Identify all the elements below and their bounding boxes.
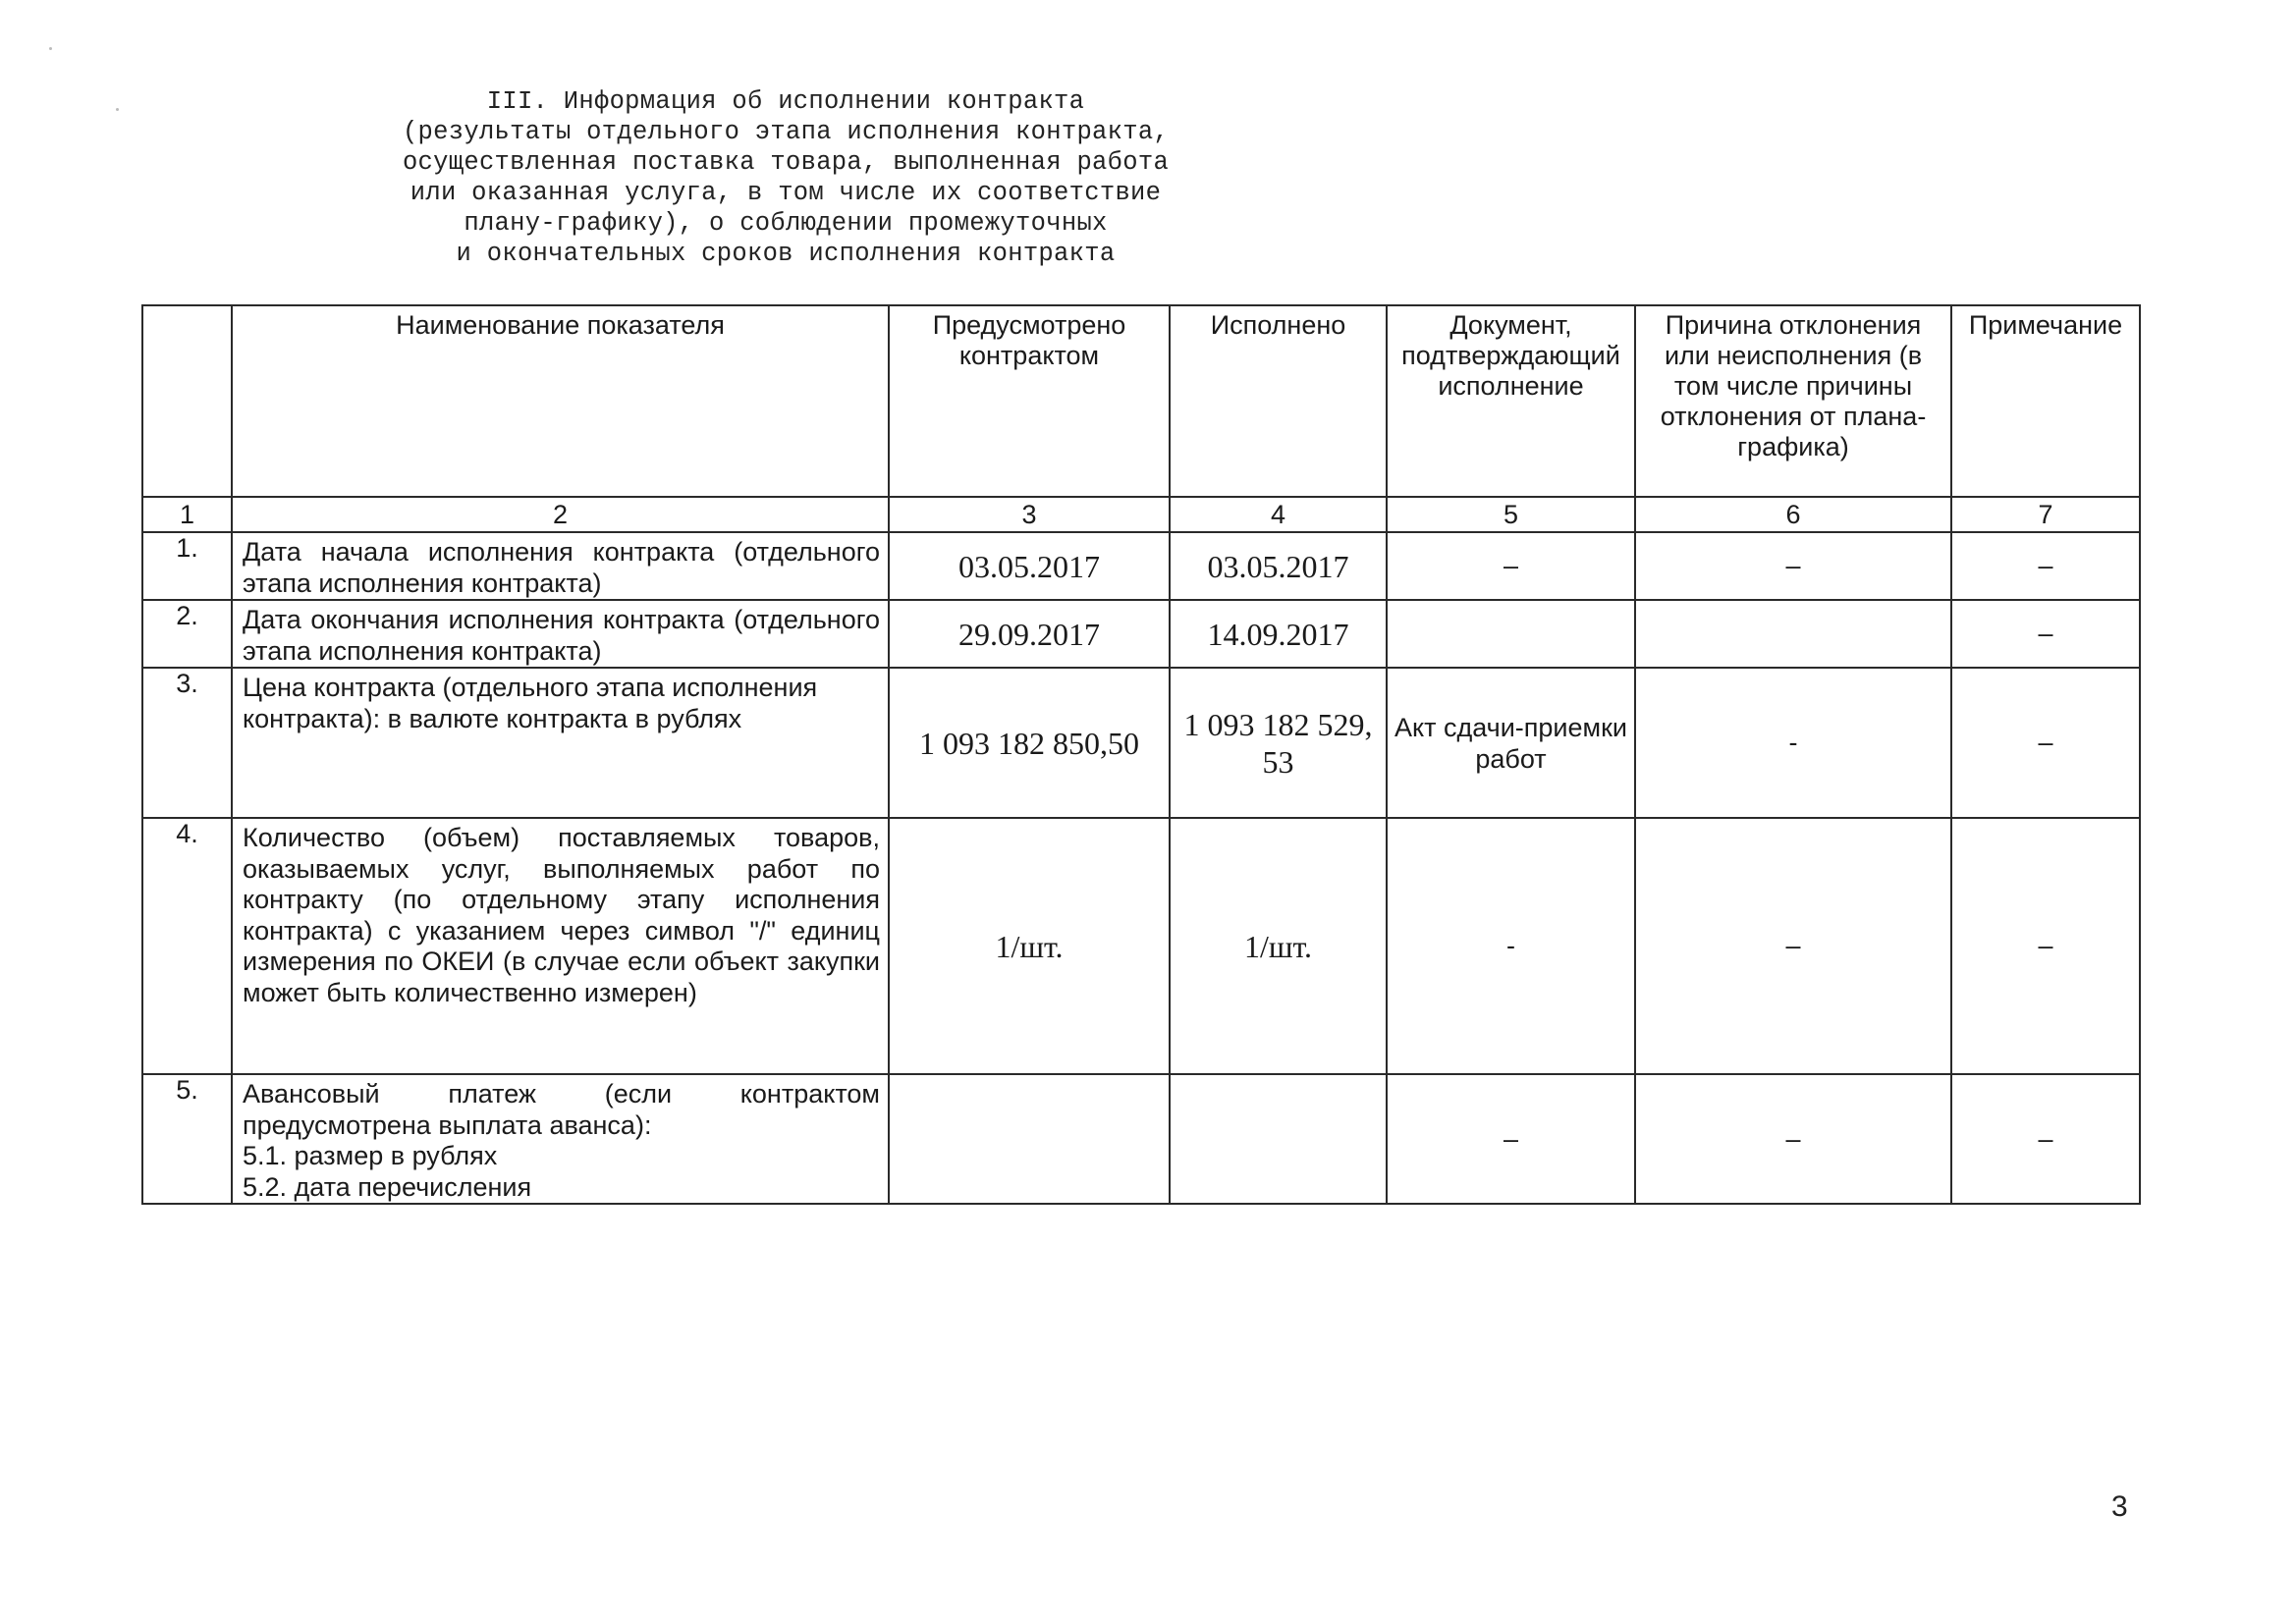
row-actual: 1 093 182 529, 53 [1170, 668, 1387, 818]
table-row [142, 1074, 2140, 1204]
heading-line: или оказанная услуга, в том числе их соответствие [410, 179, 1162, 207]
section-heading [295, 86, 1277, 269]
header-cell-document: Документ, подтверждающий исполнение [1387, 305, 1635, 497]
row-indicator [232, 532, 889, 600]
row-planned [889, 1074, 1170, 1204]
heading-line: осуществленная поставка товара, выполненная работа [402, 148, 1170, 177]
row-indicator [232, 1074, 889, 1204]
row-actual: 14.09.2017 [1170, 600, 1387, 668]
row-note: – [1951, 1074, 2140, 1204]
row-actual: 1/шт. [1170, 818, 1387, 1074]
row-number: 2. [142, 600, 232, 668]
column-number: 5 [1387, 497, 1635, 532]
heading-line: плану-графику), о соблюдении промежуточных [464, 209, 1108, 238]
row-reason: - [1635, 668, 1951, 818]
row-actual: 03.05.2017 [1170, 532, 1387, 600]
row-number: 3. [142, 668, 232, 818]
header-cell-number [142, 305, 232, 497]
table-row [142, 668, 2140, 818]
row-indicator [232, 600, 889, 668]
row-reason [1635, 600, 1951, 668]
row-reason: – [1635, 532, 1951, 600]
row-number: 1. [142, 532, 232, 600]
row-indicator-text: Цена контракта (отдельного этапа исполнения контракта): в валюте контракта в рублях [243, 673, 818, 733]
row-document [1387, 600, 1635, 668]
row-indicator-text: Количество (объем) поставляемых товаров, оказываемых услуг, выполняемых работ по контракту (по отдельному этапу исполнения контракта) с указанием через символ "/" единиц измерения по ОКЕИ (в случае если объект закупки может быть количественно измерен) [243, 823, 880, 1007]
row-note: – [1951, 600, 2140, 668]
row-indicator-subitem: 5.2. дата перечисления [243, 1171, 532, 1202]
header-cell-indicator: Наименование показателя [232, 305, 889, 497]
row-indicator-text: Авансовый платеж (если контрактом предусмотрена выплата аванса): [243, 1079, 880, 1140]
row-planned: 29.09.2017 [889, 600, 1170, 668]
heading-line: III. Информация об исполнении контракта [486, 87, 1085, 116]
row-reason: – [1635, 1074, 1951, 1204]
row-document: - [1387, 818, 1635, 1074]
row-indicator-text: Дата начала исполнения контракта (отдельного этапа исполнения контракта) [243, 537, 880, 598]
row-number: 4. [142, 818, 232, 1074]
heading-line: и окончательных сроков исполнения контракта [456, 240, 1116, 268]
row-note: – [1951, 668, 2140, 818]
column-number: 4 [1170, 497, 1387, 532]
header-cell-note: Примечание [1951, 305, 2140, 497]
header-cell-planned: Предусмотрено контрактом [889, 305, 1170, 497]
row-note: – [1951, 532, 2140, 600]
row-reason: – [1635, 818, 1951, 1074]
column-number: 1 [142, 497, 232, 532]
page-number: 3 [2111, 1490, 2128, 1523]
scan-speck [49, 47, 52, 50]
heading-line: (результаты отдельного этапа исполнения контракта, [402, 118, 1170, 146]
row-document: Акт сдачи-приемки работ [1387, 668, 1635, 818]
table-row [142, 818, 2140, 1074]
column-number: 6 [1635, 497, 1951, 532]
row-actual [1170, 1074, 1387, 1204]
header-cell-reason: Причина отклонения или неисполнения (в том числе причины отклонения от плана-графика) [1635, 305, 1951, 497]
row-planned: 03.05.2017 [889, 532, 1170, 600]
column-number-row [142, 497, 2140, 532]
row-planned: 1 093 182 850,50 [889, 668, 1170, 818]
header-cell-actual: Исполнено [1170, 305, 1387, 497]
row-document: – [1387, 532, 1635, 600]
table-header-row [142, 305, 2140, 497]
table-row [142, 600, 2140, 668]
row-indicator-subitem: 5.1. размер в рублях [243, 1141, 498, 1170]
table-row [142, 532, 2140, 600]
column-number: 3 [889, 497, 1170, 532]
contract-execution-table [141, 304, 2141, 1205]
column-number: 7 [1951, 497, 2140, 532]
row-note: – [1951, 818, 2140, 1074]
scan-speck [116, 108, 119, 111]
column-number: 2 [232, 497, 889, 532]
row-planned: 1/шт. [889, 818, 1170, 1074]
row-indicator-text: Дата окончания исполнения контракта (отдельного этапа исполнения контракта) [243, 605, 880, 666]
row-indicator [232, 668, 889, 818]
row-indicator [232, 818, 889, 1074]
row-document: – [1387, 1074, 1635, 1204]
row-number: 5. [142, 1074, 232, 1204]
